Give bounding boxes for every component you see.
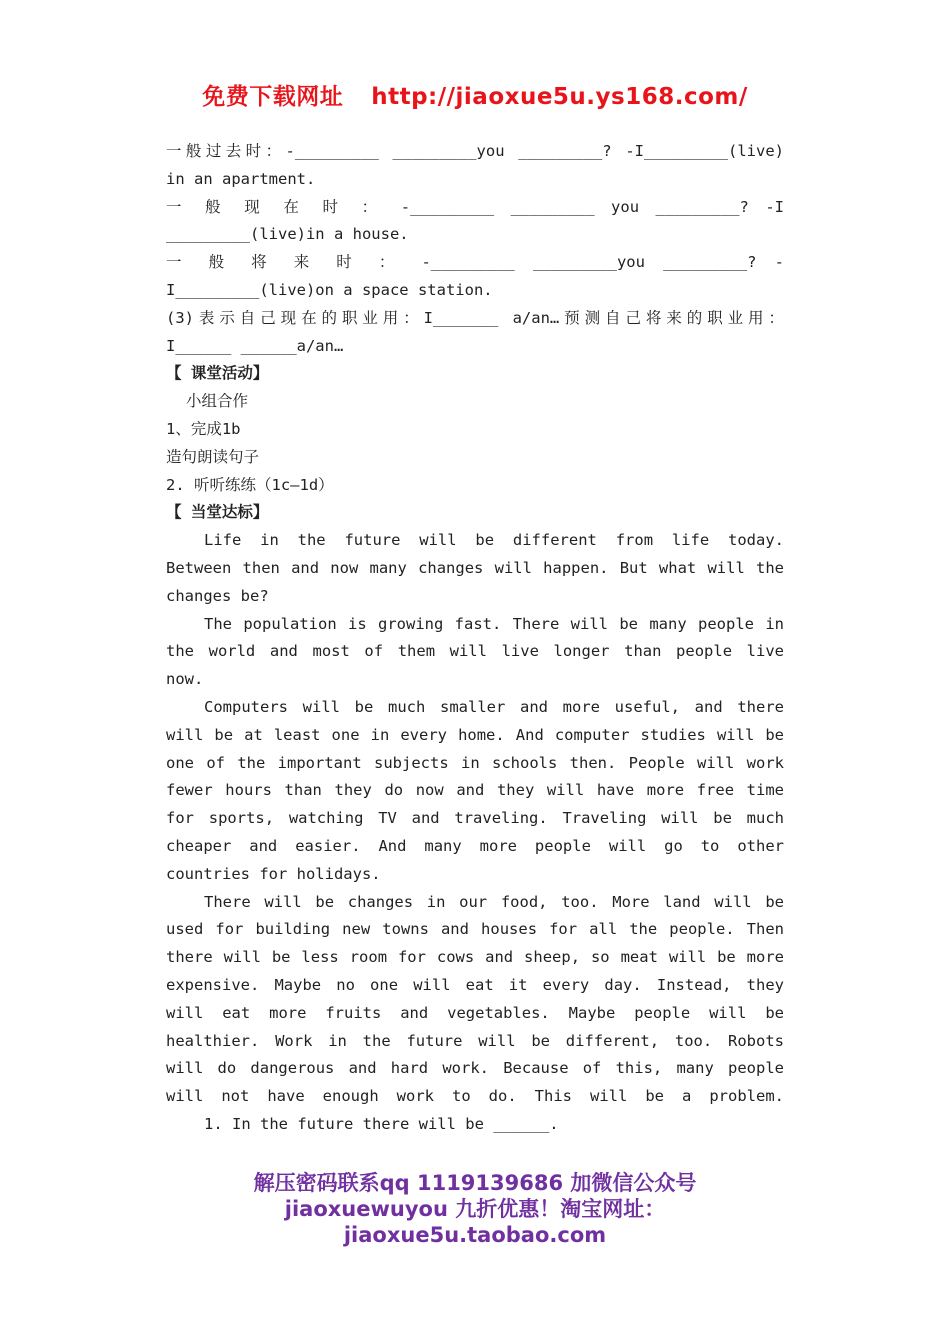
page-header [0, 78, 950, 111]
text-line: 一 般 将 来 时 ： -_________ _________you _________? - [166, 253, 784, 272]
text-line: (3)表示自己现在的职业用：I_______ a/an…预测自己将来的职业用： [166, 308, 784, 327]
text-line: The population is growing fast. There will be many people in [204, 614, 784, 633]
section-heading: 【 当堂达标】 [166, 503, 269, 522]
text-line: _________(live)in a house. [166, 225, 409, 244]
text-line: will eat more fruits and vegetables. Maybe people will be [166, 1003, 784, 1022]
text-line: 一 般 现 在 时 ： -_________ _________ you _________? -I [166, 197, 784, 216]
text-line: now. [166, 670, 204, 689]
text-line: There will be changes in our food, too. More land will be [204, 892, 784, 911]
document-body [166, 138, 784, 1139]
text-line: cheaper and easier. And many more people will go to other [166, 836, 784, 855]
header-label: 免费下载网址 [202, 84, 344, 110]
text-line: 2. 听听练练（1c—1d） [166, 475, 334, 494]
question-line: 1. In the future there will be ______. [204, 1114, 559, 1133]
footer-line-contact: 解压密码联系qq 1119139686 加微信公众号 [253, 1171, 697, 1195]
text-line: expensive. Maybe no one will eat it every day. Instead, they [166, 975, 784, 994]
text-line: I_________(live)on a space station. [166, 280, 493, 299]
section-heading: 【 课堂活动】 [166, 364, 269, 383]
text-line: there will be less room for cows and sheep, so meat will be more [166, 948, 784, 967]
header-url[interactable]: http://jiaoxue5u.ys168.com/ [371, 84, 748, 110]
text-line: one of the important subjects in schools then. People will work [166, 753, 784, 772]
text-line: for sports, watching TV and traveling. Traveling will be much [166, 809, 784, 828]
text-line: 1、完成1b [166, 419, 241, 438]
text-line: Life in the future will be different from life today. [204, 531, 784, 550]
text-line: Computers will be much smaller and more useful, and there [204, 697, 784, 716]
footer-line-promo: jiaoxuewuyou 九折优惠！淘宝网址： [284, 1197, 666, 1221]
text-line: Between then and now many changes will happen. But what will the [166, 558, 784, 577]
text-line: the world and most of them will live longer than people live [166, 642, 784, 661]
text-line: changes be? [166, 586, 269, 605]
text-line: in an apartment. [166, 169, 316, 188]
text-line: I______ ______a/an… [166, 336, 344, 355]
text-line: 小组合作 [186, 392, 249, 411]
text-line: will not have enough work to do. This will be a problem. [166, 1087, 784, 1106]
text-line: will be at least one in every home. And computer studies will be [166, 725, 784, 744]
text-line: countries for holidays. [166, 864, 381, 883]
text-line: healthier. Work in the future will be different, too. Robots [166, 1031, 784, 1050]
text-line: will do dangerous and hard work. Because of this, many people [166, 1059, 784, 1078]
text-line: 一般过去时：-_________ _________you _________? -I_________(live) [166, 142, 784, 160]
text-line: 造句朗读句子 [166, 447, 260, 466]
text-line: fewer hours than they do now and they will have more free time [166, 781, 784, 800]
text-line: used for building new towns and houses for all the people. Then [166, 920, 784, 939]
page-footer [0, 1170, 950, 1248]
footer-shop-url[interactable]: jiaoxue5u.taobao.com [343, 1223, 607, 1247]
